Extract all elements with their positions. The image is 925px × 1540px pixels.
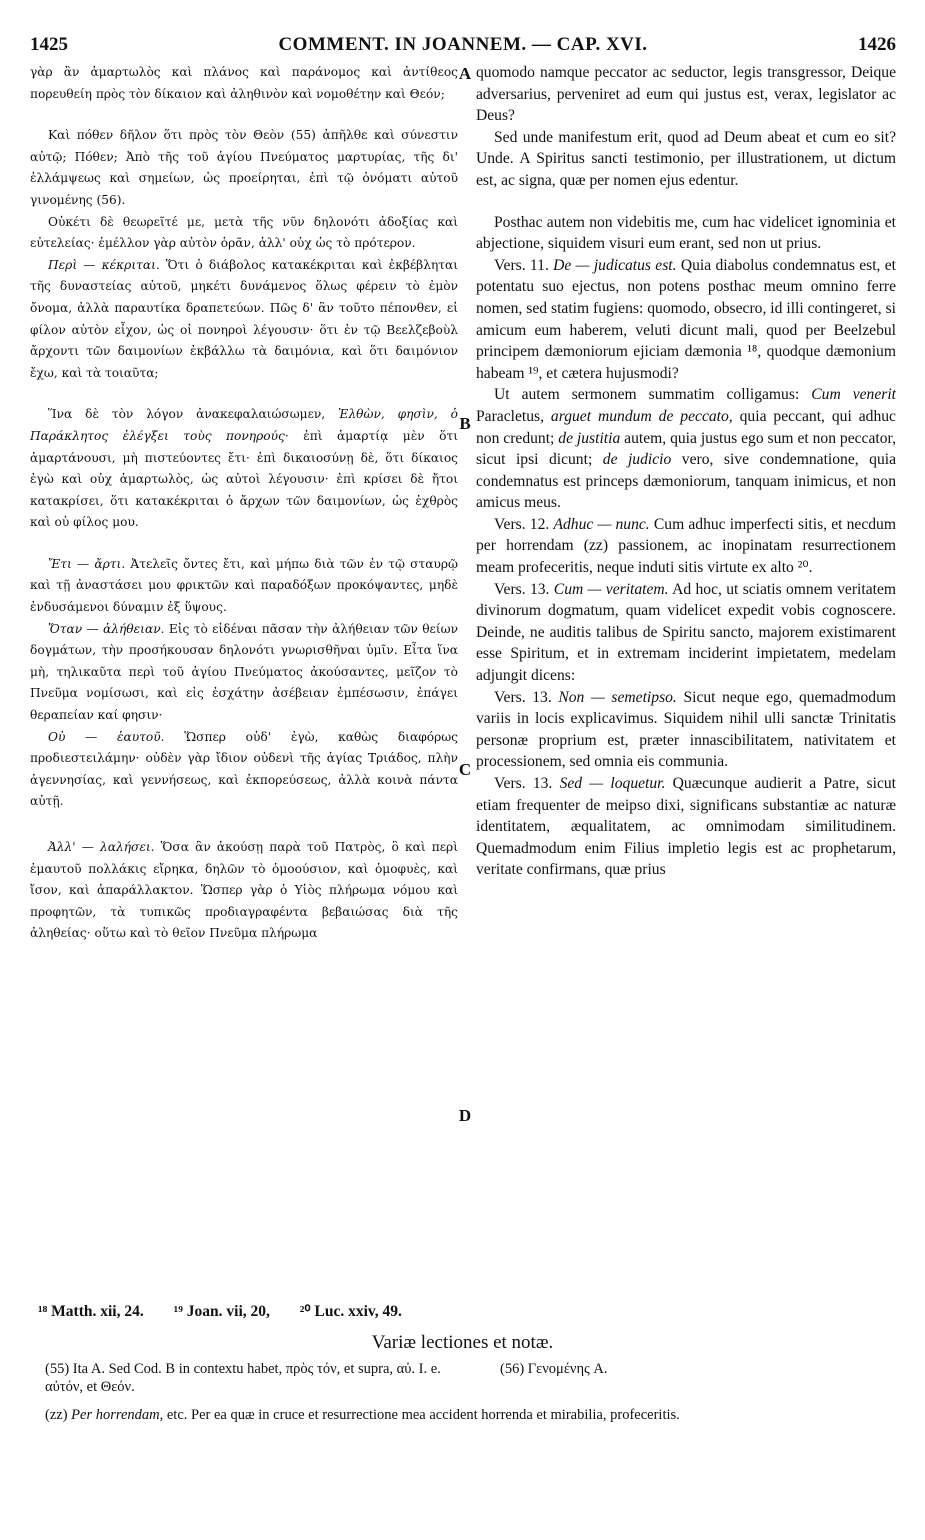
latin-paragraph [476, 687, 896, 773]
latin-text: autem, quia justus ego sum et non peccator, sicut ipsi dicunt; [476, 429, 896, 469]
latin-rubric: Non — semetipso. [558, 688, 677, 706]
note-55: (55) Ita A. Sed Cod. B in contextu habet, πρὸς τόν, et supra, αὐ. I. e. αὐτόν, et Θεόν. [45, 1361, 441, 1395]
latin-rubric: de justitia [558, 429, 621, 447]
notes-section [45, 1360, 900, 1424]
margin-marker-a: A [458, 64, 472, 83]
latin-text: vero, sive condemnatione, quia condemnatus est princeps dæmoniorum, tanquam inimicus, et non amicus meus. [476, 451, 896, 512]
latin-text: Sicut neque ego, quemadmodum variis in locis explicavimus. Siquidem nihil ulli sanctæ Trinitatis personæ proprium est, præter innascibilitatem, nativitatem et processionem, sed omnia eis communia. [476, 688, 896, 771]
greek-paragraph [30, 837, 458, 945]
page-header [30, 34, 896, 60]
latin-paragraph: Sed unde manifestum erit, quod ad Deum abeat et cum eo sit? Unde. A Spiritus sancti testimonio, per illustrationem, ut dictum est, ac signa, quæ per nomen ejus edentur. [476, 128, 896, 189]
margin-marker-b: B [459, 414, 471, 433]
greek-text: Ὥσπερ οὐδ' ἐγὼ, καθὼς διαφόρως προδιεστειλάμην· οὐδὲν γὰρ ἴδιον οὐδενὶ τῆς ἁγίας Τριάδος, πλὴν ἀγεννησίας, καὶ γεννήσεως, καὶ ἐκπορεύσεως, ἀλλὰ κοινὰ πάντα αὐτῇ. [30, 729, 458, 809]
latin-text: Quæcunque audierit a Patre, sicut etiam frequenter de meipso dixi, significans substantiæ ac naturæ identitatem, æqualitatem, ac omnimodam similitudinem. Quemadmodum enim Filius impletio legis est ac prophetarum, veritate confirmans, quæ prius [476, 775, 896, 879]
note-zz [45, 1406, 900, 1424]
latin-text: Quia diabolus condemnatus est, et potentatu suo ejectus, non potens posthac meum omnino ferre nomen, sed statim fugiens: quomodo, obsecro, id illi contingeret, si amicum eum haberem, veluti dicunt mali, quod per Beelzebul principem dæmoniorum ejiciam dæmonia ¹⁸, quodque dæmonium habeam ¹⁹, et cætera hujusmodi? [476, 256, 896, 382]
latin-paragraph: Posthac autem non videbitis me, cum hac videlicet ignominia et abjectione, siquidem visuri eum erant, sed non ut prius. [476, 213, 896, 253]
latin-column [476, 62, 896, 1272]
greek-rubric: Οὐ — ἑαυτοῦ. [48, 729, 165, 744]
greek-paragraph: Οὐκέτι δὲ θεωρεῖτέ με, μετὰ τῆς νῦν δηλονότι ἀδοξίας καὶ εὐτελείας· ἐμέλλον γὰρ αὐτὸν ὁρᾶν, ἀλλ' οὐχ ὡς τὸ πρότερον. [30, 214, 458, 251]
greek-rubric: Ἔτι — ἄρτι. [48, 556, 126, 571]
note-zz-text: etc. Per ea quæ in cruce et resurrectione mea accident horrenda et mirabilia, profeceritis. [163, 1407, 680, 1423]
reference-20: ²⁰ Luc. xxiv, 49. [299, 1303, 402, 1320]
greek-text: Ἵνα δὲ τὸν λόγον ἀνακεφαλαιώσωμεν, [48, 407, 339, 422]
latin-text: Paracletus, [476, 407, 551, 425]
greek-paragraph [30, 554, 458, 619]
page-number-right: 1426 [858, 34, 896, 55]
running-title: COMMENT. IN JOANNEM. — CAP. XVI. [278, 34, 648, 55]
latin-text: Cum adhuc imperfecti sitis, et necdum per horrendam (zz) passionem, ac inopinatam resurrectionem meam profeceritis, neque induti sitis virtute ex alto ²⁰. [476, 515, 896, 577]
greek-paragraph: Καὶ πόθεν δῆλον ὅτι πρὸς τὸν Θεὸν (55) ἀπῆλθε καὶ σύνεστιν αὐτῷ; Πόθεν; Ἀπὸ τῆς τοῦ ἁγίου Πνεύματος μαρτυρίας, τῆς δι' ἐλλάμψεως καὶ σημείων, ὡς προείρηται, ἐπὶ τῷ ὀνόματι αὐτοῦ γινομένης (56). [30, 128, 458, 207]
latin-verse-number: Vers. 13. [494, 775, 560, 792]
latin-verse-number: Vers. 11. [494, 256, 554, 274]
latin-verse-number: Vers. 13. [494, 688, 559, 706]
scripture-references [38, 1302, 898, 1321]
latin-paragraph [476, 579, 896, 687]
greek-paragraph [30, 619, 458, 727]
greek-text: Εἰς τὸ εἰδέναι πᾶσαν τὴν ἀλήθειαν τῶν θείων δογμάτων, τὴν προσήκουσαν δηλονότι γνωρισθῆναι ὑμῖν. Εἶτα ἵνα μὴ, τηλικαῦτα περὶ τοῦ ἁγίου Πνεύματος ἀκούσαντες, μεῖζον τὸ Πνεῦμα νομίσωσι, καὶ εἰς ἐσχάτην ἀσέβειαν ἐμπέσωσιν, ἐπάγει θεραπείαν καί φησιν· [30, 621, 458, 723]
latin-rubric: de judicio [602, 451, 672, 469]
latin-verse-number: Vers. 12. [494, 515, 554, 533]
latin-rubric: Cum venerit [811, 386, 896, 404]
latin-text: Ut autem sermonem summatim colligamus: [494, 386, 812, 404]
latin-paragraph: quomodo namque peccator ac seductor, legis transgressor, Deique adversarius, perveniret ad eum qui justus est, verax, legislator ac Deus? [476, 64, 896, 125]
greek-text: · ἐπὶ ἁμαρτίᾳ μὲν ὅτι ἁμαρτάνουσι, μὴ πιστεύοντες ἔτι· ἐπὶ δικαιοσύνῃ δὲ, ὅτι δίκαιος ἐγὼ καὶ οὐχ ἁμαρτωλὸς, ὡς αὐτοὶ λέγουσιν· ἐπὶ κρίσει δὲ ἤτοι κατακρίσει, ὅτι κατακέκριται ὁ ἄρχων τῶν δαιμονίων, ὡς ἐχθρὸς καὶ οὐ φίλος μου. [30, 428, 458, 530]
greek-paragraph [30, 727, 458, 813]
latin-rubric: De — judicatus est. [553, 256, 677, 274]
note-56: (56) Γενομένης A. [500, 1361, 608, 1377]
greek-text: Ὅσα ἂν ἀκούσῃ παρὰ τοῦ Πατρὸς, ὃ καὶ περὶ ἐμαυτοῦ πολλάκις εἴρηκα, δηλῶν τὸ ὁμοούσιον, καὶ ὁμοφυὲς, καὶ ἴσον, καὶ ἀπαράλλακτον. Ὥσπερ γὰρ ὁ Υἱὸς πλήρωμα νόμου καὶ προφητῶν, τὰ τυπικῶς προδιαγραφέντα βεβαιώσας διὰ τῆς ἀληθείας· οὕτω καὶ τὸ θεῖον Πνεῦμα πλήρωμα [30, 840, 458, 941]
note-zz-rubric: Per horrendam, [71, 1407, 164, 1423]
margin-marker-d: D [458, 1106, 472, 1125]
greek-column [30, 62, 458, 1272]
greek-rubric: Περὶ — κέκριται. [48, 257, 160, 272]
latin-paragraph [476, 514, 896, 579]
reference-19: ¹⁹ Joan. vii, 20, [173, 1303, 270, 1320]
latin-rubric: arguet mundum de peccato [550, 407, 729, 425]
reference-18: ¹⁸ Matth. xii, 24. [38, 1303, 144, 1320]
greek-text: Ἀτελεῖς ὄντες ἔτι, καὶ μήπω διὰ τῶν ἐν τῷ σταυρῷ καὶ τῇ ἀναστάσει μου φρικτῶν καὶ παραδόξων προκόψαντες, μηδὲ ἐνδυσάμενοι δύναμιν ἐξ ὕψους. [30, 556, 458, 615]
latin-text: Ad hoc, ut sciatis omnem veritatem divinorum dogmatum, quam videlicet expedit vobis cognoscere. Deinde, ne auditis talibus de Spiritu sancto, majorem existimarent esse Spiritum, et in extremam inciderint impietatem, medelam adjungit dicens: [476, 580, 896, 685]
latin-verse-number: Vers. 13. [494, 580, 554, 598]
latin-paragraph [476, 773, 896, 881]
margin-marker-c: C [458, 760, 472, 779]
latin-rubric: Adhuc — nunc. [553, 515, 650, 533]
greek-paragraph [30, 404, 458, 534]
latin-paragraph [476, 384, 896, 514]
latin-rubric: Cum — veritatem. [553, 580, 669, 598]
greek-paragraph: γὰρ ἂν ἁμαρτωλὸς καὶ πλάνος καὶ παράνομος καὶ ἀντίθεος πορευθείη πρὸς τὸν δίκαιον καὶ ἀληθινὸν καὶ νομοθέτην καὶ Θεόν; [30, 65, 458, 101]
latin-rubric: Sed — loquetur. [559, 775, 666, 792]
greek-text: Ὅτι ὁ διάβολος κατακέκριται καὶ ἐκβέβληται τῆς δυναστείας αὐτοῦ, μηκέτι δυνάμενος ὅλως φέρειν τὸ ἐμὸν ὄνομα, ἀλλὰ παραυτίκα δραπετεύων. Πῶς δ' ἂν τοῦτο πέπονθεν, εἰ φίλον αὐτὸν εἶχον, ὡς οἱ πονηροὶ λέγουσιν· ὅτι ἐν τῷ Βεελζεβοὺλ ἄρχοντι τῶν δαιμονίων ἐκβάλλω τὰ δαιμόνια, καὶ ὅτι δαιμόνιον ἔχω, καὶ τὰ τοιαῦτα; [30, 257, 458, 380]
greek-rubric: Ἐλθὼν, φησὶν, ὁ Παράκλητος ἐλέγξει τοὺς πονηρούς [30, 407, 458, 443]
greek-rubric: Ἀλλ' — λαλήσει. [48, 840, 155, 854]
variae-lectiones-heading: Variæ lectiones et notæ. [371, 1332, 554, 1353]
latin-text: , quia peccant, qui adhuc non credunt; [476, 407, 896, 447]
latin-paragraph [476, 255, 896, 385]
note-zz-label: (zz) [45, 1407, 72, 1423]
greek-rubric: Ὅταν — ἀλήθειαν. [48, 621, 165, 636]
page-number-left: 1425 [30, 34, 68, 55]
greek-paragraph [30, 255, 458, 385]
